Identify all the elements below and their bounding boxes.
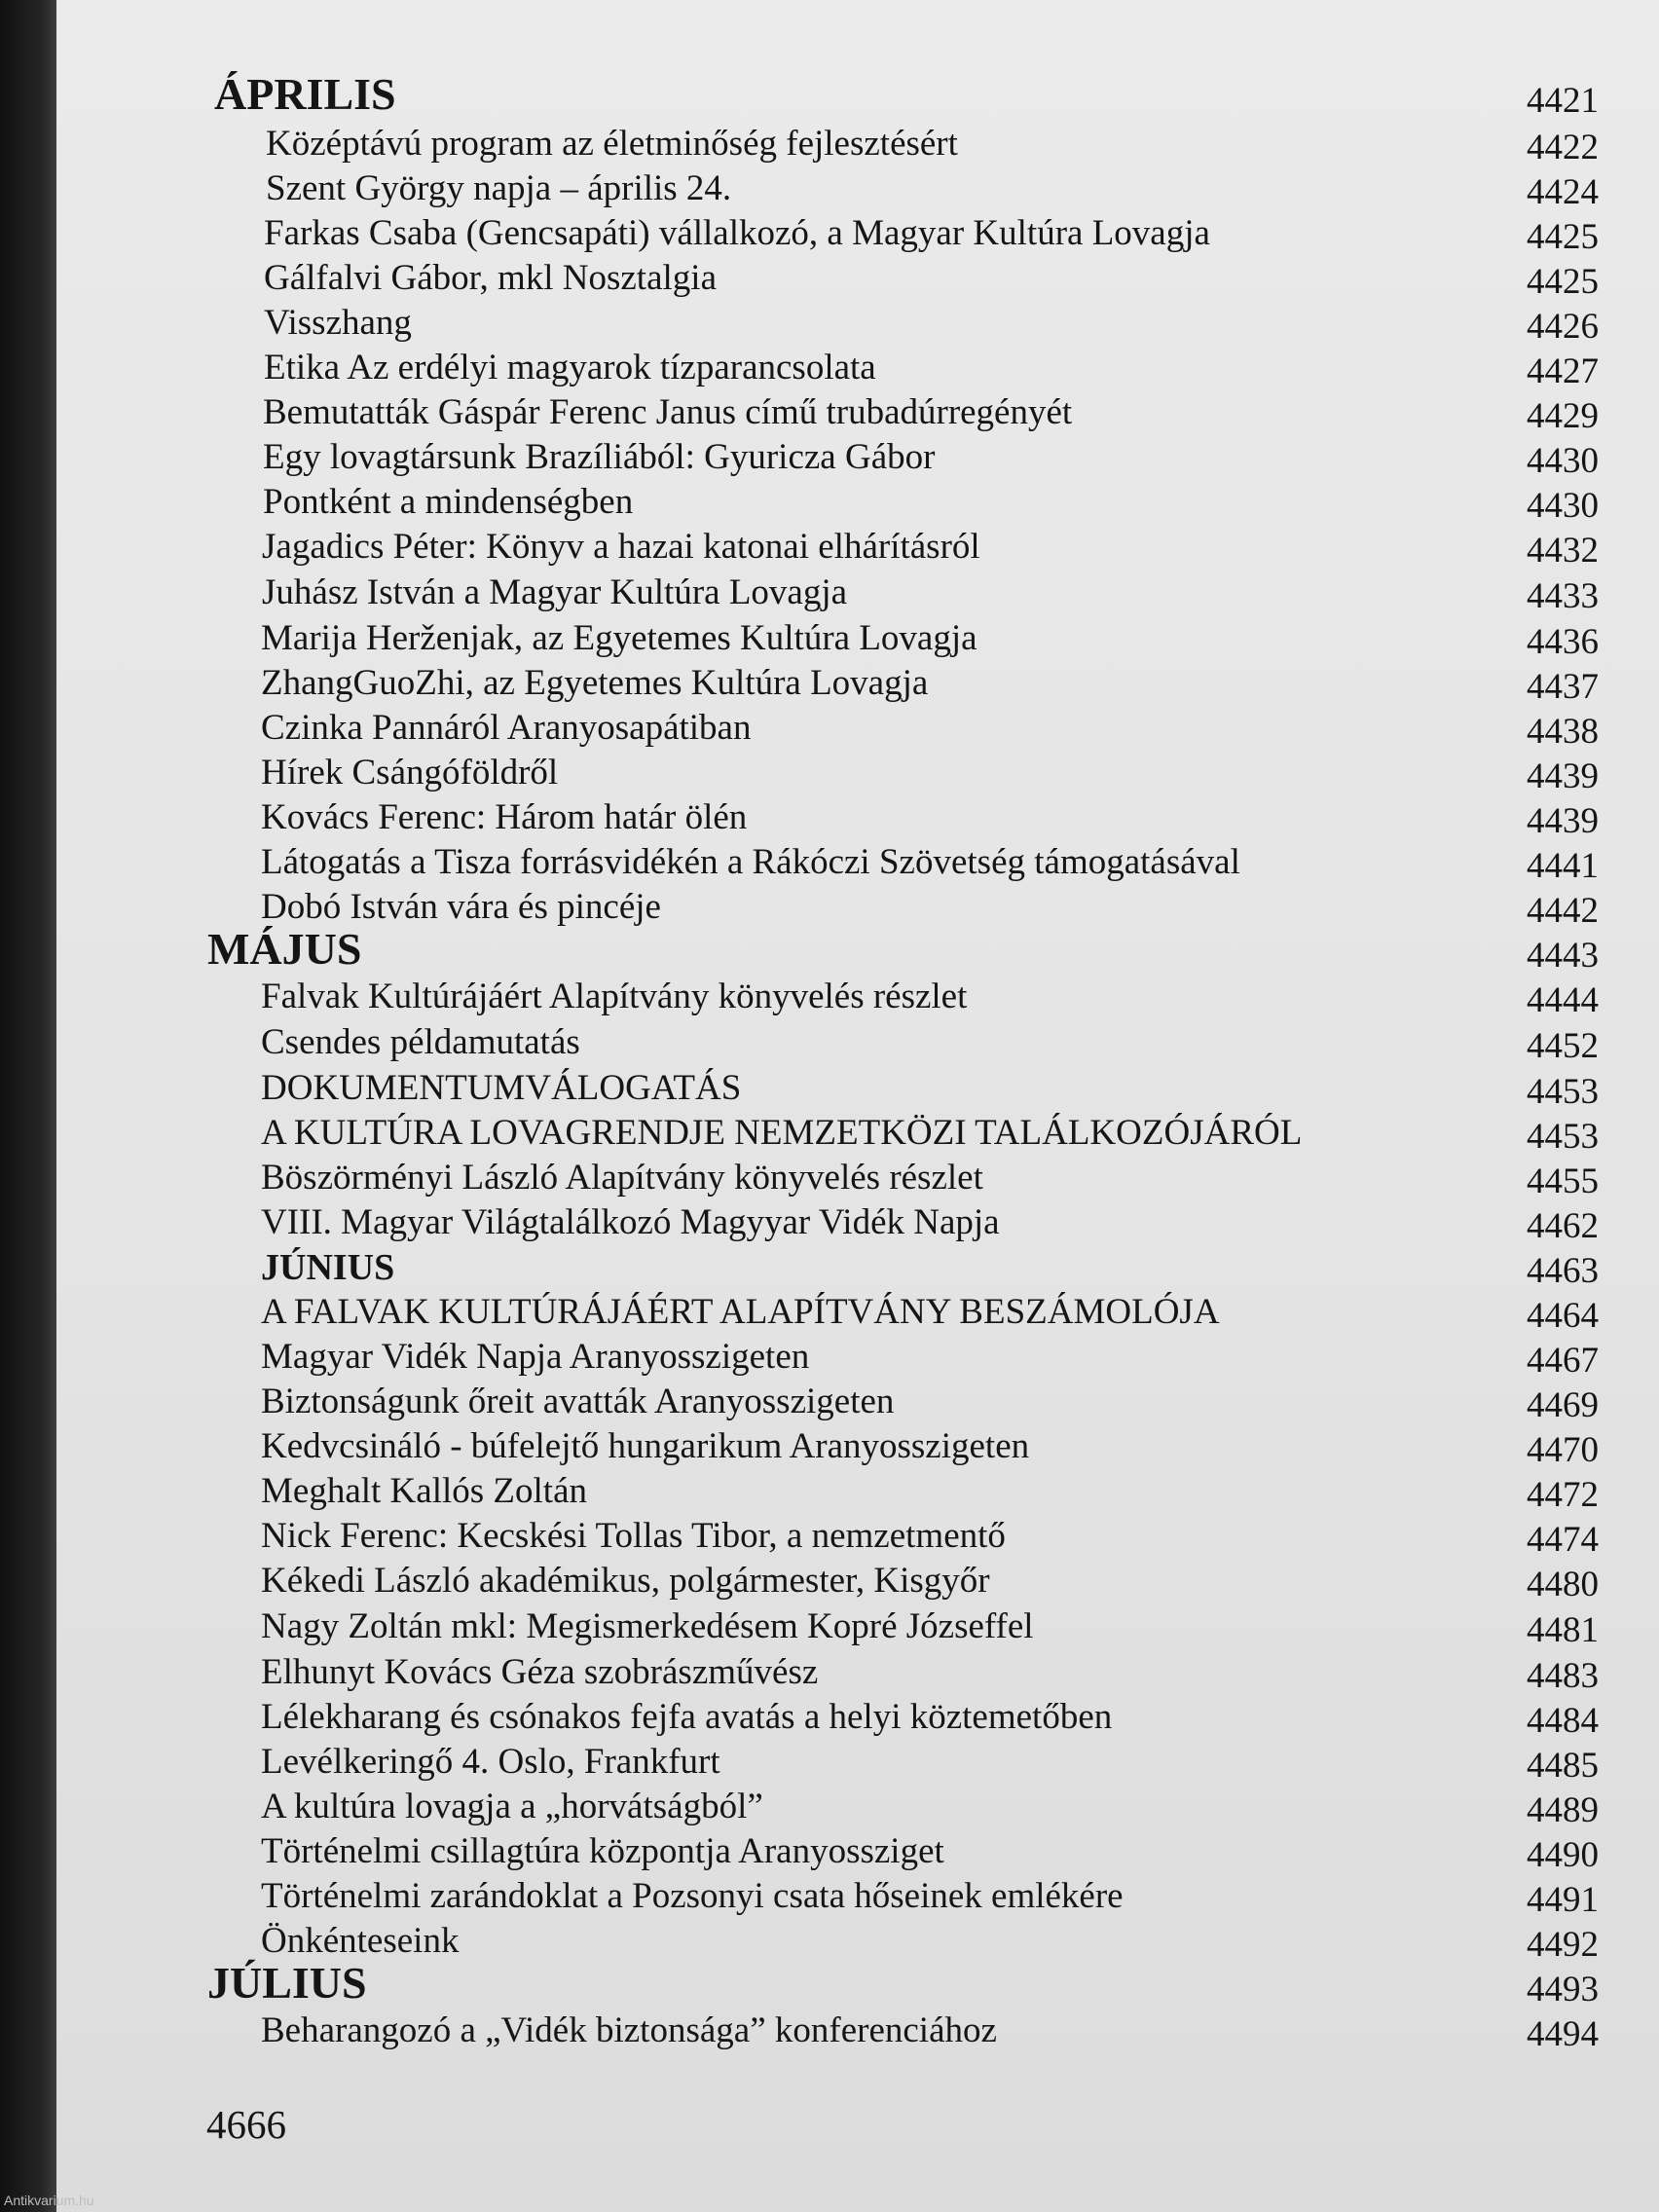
toc-entry-title: A KULTÚRA LOVAGRENDJE NEMZETKÖZI TALÁLKOZÓJÁRÓL (261, 1113, 1303, 1153)
toc-entry (0, 255, 1659, 300)
toc-entry-page: 4462 (1527, 1206, 1599, 1246)
toc-entry (0, 524, 1659, 569)
toc-entry-title: Szent György napja – április 24. (266, 168, 732, 208)
toc-entry-page: 4492 (1527, 1925, 1599, 1965)
toc-entry-title: Visszhang (264, 303, 412, 343)
toc-entry-page: 4429 (1527, 396, 1599, 436)
toc-entry-page: 4441 (1527, 846, 1599, 886)
toc-entry-page: 4469 (1527, 1385, 1599, 1425)
toc-entry (0, 1558, 1659, 1603)
toc-entry-title: Csendes példamutatás (261, 1022, 580, 1062)
toc-entry-title: A FALVAK KULTÚRÁJÁÉRT ALAPÍTVÁNY BESZÁMOLÓJA (261, 1292, 1220, 1332)
toc-entry-title: Történelmi csillagtúra központja Aranyossziget (261, 1831, 944, 1871)
toc-entry-title: DOKUMENTUMVÁLOGATÁS (261, 1068, 742, 1108)
toc-entry (0, 479, 1659, 524)
toc-month-heading (0, 1244, 1659, 1289)
toc-entry-page: 4483 (1527, 1656, 1599, 1696)
toc-entry-title: Böszörményi László Alapítvány könyvelés részlet (261, 1158, 983, 1198)
toc-entry-page: 4444 (1527, 980, 1599, 1020)
toc-entry (0, 1019, 1659, 1064)
toc-entry-title: Magyar Vidék Napja Aranyosszigeten (261, 1337, 810, 1377)
toc-entry (0, 300, 1659, 345)
toc-entry (0, 1784, 1659, 1828)
toc-entry-page: 4452 (1527, 1026, 1599, 1066)
watermark: Antikvarium.hu (4, 2193, 94, 2208)
toc-month-heading (0, 69, 1659, 121)
toc-entry-title: Etika Az erdélyi magyarok tízparancsolata (264, 348, 876, 387)
toc-entry-title: Elhunyt Kovács Géza szobrászművész (261, 1652, 819, 1692)
toc-entry-page: 4437 (1527, 667, 1599, 707)
toc-entry-page: 4432 (1527, 531, 1599, 571)
toc-entry-page: 4463 (1527, 1251, 1599, 1291)
toc-entry-title: Beharangozó a „Vidék biztonsága” konferenciához (261, 2010, 997, 2050)
toc-entry (0, 794, 1659, 839)
toc-entry-title: Dobó István vára és pincéje (261, 887, 661, 927)
toc-entry (0, 705, 1659, 750)
toc-entry (0, 1513, 1659, 1558)
toc-entry (0, 1289, 1659, 1334)
toc-entry-page: 4464 (1527, 1296, 1599, 1336)
toc-entry-page: 4485 (1527, 1746, 1599, 1786)
toc-entry (0, 974, 1659, 1018)
toc-entry-title: Lélekharang és csónakos fejfa avatás a helyi köztemetőben (261, 1697, 1113, 1737)
toc-entry (0, 1065, 1659, 1110)
toc-entry-page: 4481 (1527, 1610, 1599, 1650)
toc-entry-page: 4422 (1527, 128, 1599, 167)
toc-entry (0, 1828, 1659, 1873)
toc-entry (0, 1110, 1659, 1155)
toc-entry (0, 1649, 1659, 1694)
toc-entry-page: 4484 (1527, 1701, 1599, 1741)
toc-entry-page: 4442 (1527, 891, 1599, 931)
toc-entry (0, 1604, 1659, 1648)
toc-entry-page: 4439 (1527, 801, 1599, 841)
toc-entry-title: Biztonságunk őreit avatták Aranyosszigeten (261, 1382, 895, 1421)
toc-entry (0, 839, 1659, 884)
toc-entry-title: Kékedi László akadémikus, polgármester, Kisgyőr (261, 1561, 990, 1601)
toc-entry-page: 4453 (1527, 1072, 1599, 1112)
toc-entry-title: JÚNIUS (261, 1247, 395, 1288)
toc-entry-page: 4494 (1527, 2014, 1599, 2054)
toc-entry-page: 4439 (1527, 756, 1599, 796)
toc-entry (0, 884, 1659, 929)
toc-entry-title: VIII. Magyar Világtalálkozó Magyyar Vidék Napja (261, 1202, 1000, 1242)
toc-entry (0, 1694, 1659, 1739)
toc-entry-title: MÁJUS (207, 924, 362, 974)
toc-entry (0, 750, 1659, 794)
toc-entry-title: Pontként a mindenségben (263, 482, 634, 522)
toc-entry-title: Látogatás a Tisza forrásvidékén a Rákóczi Szövetség támogatásával (261, 842, 1240, 882)
toc-entry-page: 4470 (1527, 1430, 1599, 1470)
toc-entry (0, 1334, 1659, 1379)
toc-entry-page: 4472 (1527, 1475, 1599, 1515)
toc-entry-title: Középtávú program az életminőség fejlesztésért (266, 124, 958, 164)
toc-entry (0, 345, 1659, 389)
toc-entry (0, 570, 1659, 614)
toc-entry-page: 4438 (1527, 712, 1599, 752)
toc-entry-title: Marija Herženjak, az Egyetemes Kultúra Lovagja (261, 618, 977, 658)
toc-entry-page: 4425 (1527, 262, 1599, 302)
toc-entry (0, 121, 1659, 166)
toc-entry-page: 4430 (1527, 441, 1599, 481)
toc-entry (0, 1379, 1659, 1423)
toc-entry-title: Falvak Kultúrájáért Alapítvány könyvelés részlet (261, 977, 968, 1016)
toc-entry-title: Czinka Pannáról Aranyosapátiban (261, 708, 752, 748)
toc-entry-title: Történelmi zarándoklat a Pozsonyi csata hőseinek emlékére (261, 1876, 1124, 1916)
toc-entry-page: 4455 (1527, 1161, 1599, 1201)
toc-entry-page: 4491 (1527, 1880, 1599, 1920)
toc-month-heading (0, 1958, 1659, 2009)
toc-entry-title: Juhász István a Magyar Kultúra Lovagja (262, 572, 848, 612)
toc-entry-page: 4424 (1527, 172, 1599, 212)
toc-entry-title: Kovács Ferenc: Három határ ölén (261, 797, 748, 837)
toc-entry-page: 4433 (1527, 576, 1599, 616)
toc-entry (0, 1739, 1659, 1784)
toc-entry (0, 389, 1659, 434)
toc-entry-page: 4427 (1527, 351, 1599, 391)
toc-entry-page: 4467 (1527, 1341, 1599, 1381)
toc-entry (0, 210, 1659, 255)
toc-entry (0, 1468, 1659, 1513)
toc-entry (0, 1918, 1659, 1963)
toc-entry-page: 4474 (1527, 1520, 1599, 1560)
toc-entry (0, 1155, 1659, 1199)
toc-entry-page: 4489 (1527, 1790, 1599, 1830)
toc-entry (0, 434, 1659, 479)
toc-entry-page: 4443 (1527, 936, 1599, 976)
toc-entry (0, 660, 1659, 705)
toc-entry-page: 4430 (1527, 486, 1599, 526)
toc-entry-page: 4480 (1527, 1565, 1599, 1604)
toc-entry-page: 4493 (1527, 1970, 1599, 2009)
toc-entry-title: ÁPRILIS (214, 69, 396, 119)
toc-entry-title: A kultúra lovagja a „horvátságból” (261, 1787, 763, 1826)
toc-entry-title: Hírek Csángóföldről (261, 753, 559, 793)
toc-entry (0, 1873, 1659, 1918)
toc-entry-title: Jagadics Péter: Könyv a hazai katonai elhárításról (262, 527, 980, 567)
toc-entry-title: Levélkeringő 4. Oslo, Frankfurt (261, 1742, 720, 1782)
toc-entry (0, 1423, 1659, 1468)
toc-entry (0, 615, 1659, 660)
toc-entry-title: Farkas Csaba (Gencsapáti) vállalkozó, a Magyar Kultúra Lovagja (264, 213, 1210, 253)
toc-entry-page: 4490 (1527, 1835, 1599, 1875)
toc-entry-title: Nick Ferenc: Kecskési Tollas Tibor, a nemzetmentő (261, 1516, 1006, 1556)
toc-month-heading (0, 924, 1659, 976)
toc-entry (0, 1199, 1659, 1244)
toc-entry-page: 4453 (1527, 1117, 1599, 1157)
toc-entry-title: Meghalt Kallós Zoltán (261, 1471, 587, 1511)
toc-entry-title: Kedvcsináló - búfelejtő hungarikum Aranyosszigeten (261, 1426, 1030, 1466)
toc-entry-title: Önkénteseink (261, 1921, 460, 1961)
toc-entry-title: Nagy Zoltán mkl: Megismerkedésem Kopré Józseffel (261, 1606, 1034, 1646)
toc-entry-title: JÚLIUS (207, 1958, 367, 2008)
toc-entry-title: Gálfalvi Gábor, mkl Nosztalgia (264, 258, 717, 298)
toc-entry (0, 2008, 1659, 2052)
toc-entry-page: 4425 (1527, 217, 1599, 257)
toc-entry (0, 166, 1659, 210)
page-number: 4666 (206, 2102, 286, 2147)
toc-entry-title: Egy lovagtársunk Brazíliából: Gyuricza Gábor (263, 437, 936, 477)
toc-entry-title: ZhangGuoZhi, az Egyetemes Kultúra Lovagja (261, 663, 929, 703)
toc-entry-page: 4421 (1527, 81, 1599, 121)
toc-entry-title: Bemutatták Gáspár Ferenc Janus című trubadúrregényét (263, 392, 1073, 432)
toc-entry-page: 4426 (1527, 307, 1599, 347)
toc-entry-page: 4436 (1527, 622, 1599, 662)
